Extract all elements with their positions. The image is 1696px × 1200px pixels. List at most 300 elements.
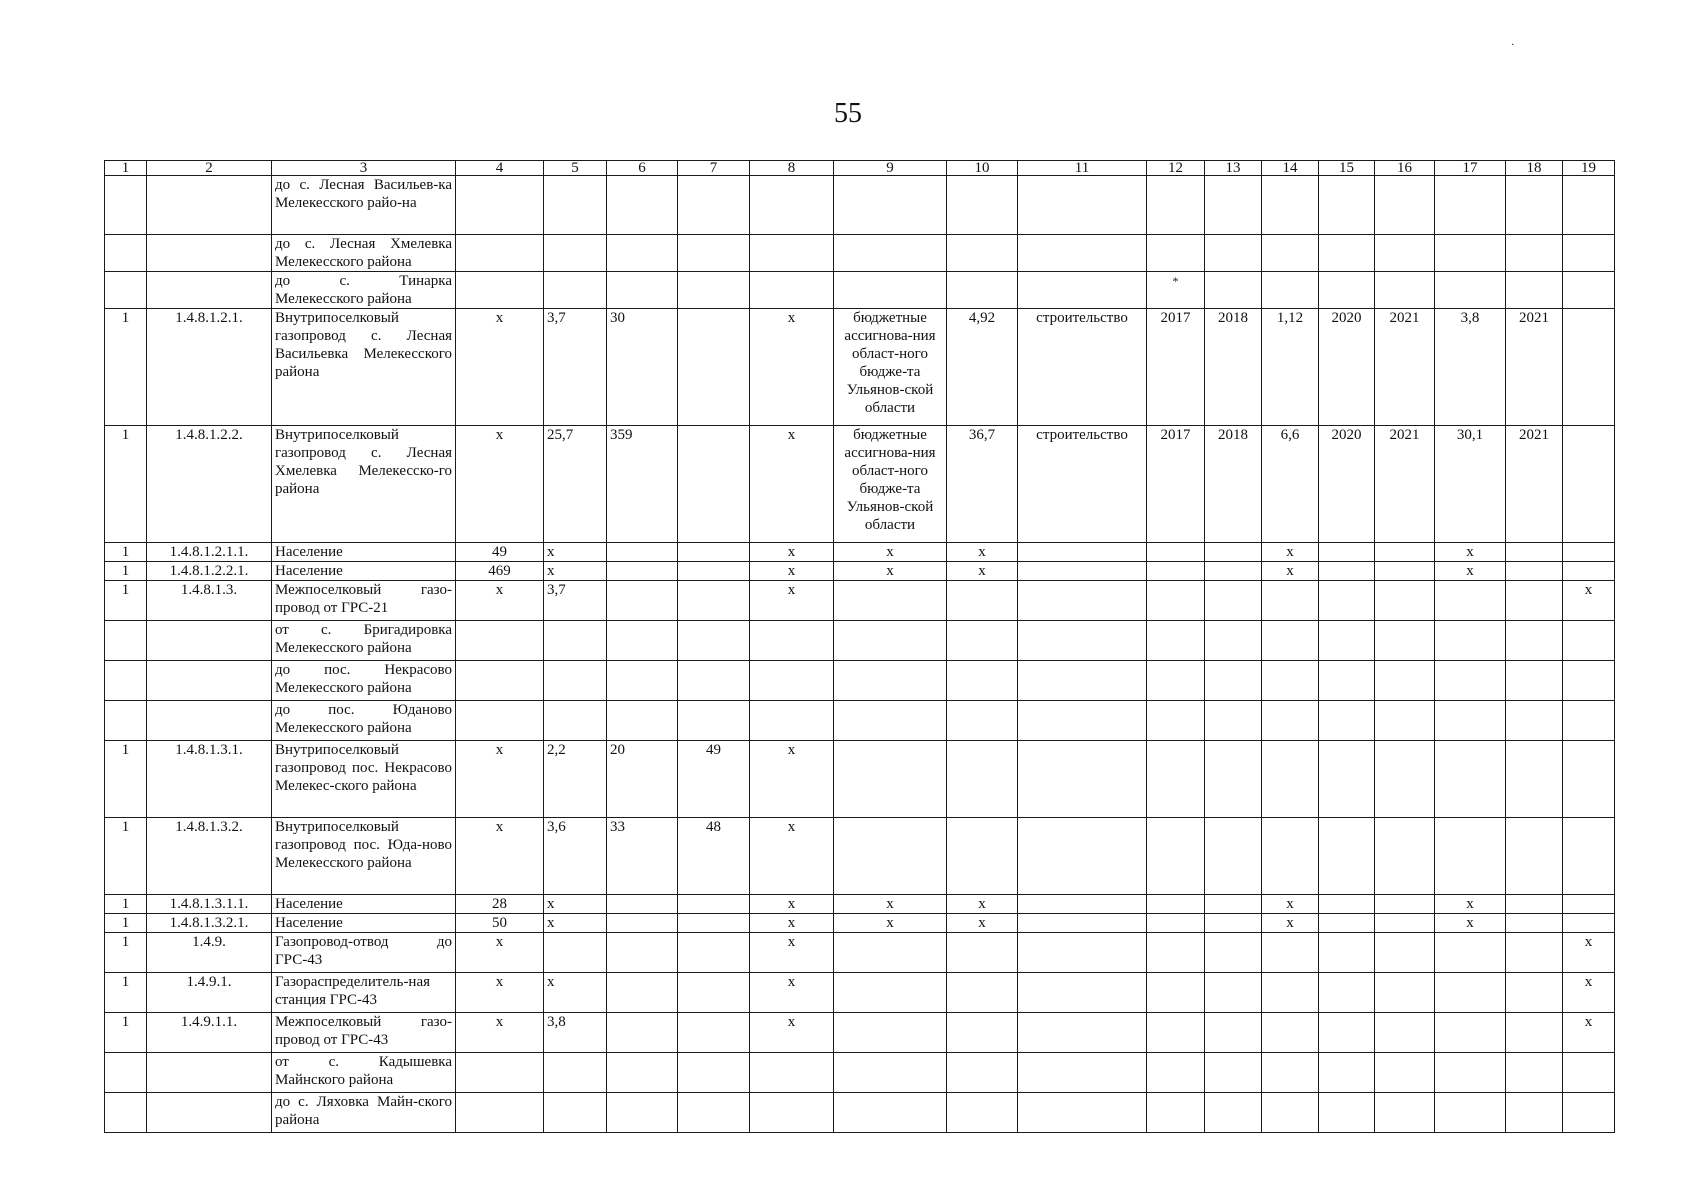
table-cell-col-19 <box>1563 895 1615 914</box>
column-number-cell: 19 <box>1563 161 1615 176</box>
table-cell-col-14 <box>1262 701 1319 741</box>
table-cell-col-16: 2021 <box>1375 426 1435 543</box>
table-cell-col-12 <box>1147 562 1205 581</box>
table-cell-col-4: 469 <box>456 562 544 581</box>
table-row <box>105 818 1615 895</box>
table-cell-col-19 <box>1563 914 1615 933</box>
table-cell-col-19 <box>1563 741 1615 818</box>
table-cell-col-18 <box>1506 1093 1563 1133</box>
table-cell-col-10: 4,92 <box>947 309 1018 426</box>
table-cell-col-1 <box>105 1093 147 1133</box>
table-cell-col-12 <box>1147 235 1205 272</box>
table-cell-col-9 <box>834 581 947 621</box>
table-cell-col-8 <box>750 661 834 701</box>
table-cell-col-9 <box>834 973 947 1013</box>
table-cell-col-18 <box>1506 621 1563 661</box>
table-cell-col-11 <box>1018 272 1147 309</box>
table-cell-col-6 <box>607 581 678 621</box>
table-cell-col-10 <box>947 176 1018 235</box>
table-cell-col-4 <box>456 235 544 272</box>
table-cell-col-13 <box>1205 914 1262 933</box>
table-cell-col-1: 1 <box>105 543 147 562</box>
table-cell-col-15 <box>1319 621 1375 661</box>
table-cell-col-3: Межпоселковый газо-провод от ГРС-43 <box>272 1013 456 1053</box>
table-cell-col-6 <box>607 933 678 973</box>
table-cell-col-16 <box>1375 661 1435 701</box>
table-cell-col-2: 1.4.8.1.3.2. <box>147 818 272 895</box>
table-cell-col-11 <box>1018 562 1147 581</box>
table-cell-col-11 <box>1018 176 1147 235</box>
table-cell-col-9 <box>834 272 947 309</box>
table-cell-col-12 <box>1147 543 1205 562</box>
table-cell-col-4: х <box>456 973 544 1013</box>
table-cell-col-10: х <box>947 895 1018 914</box>
table-cell-col-17 <box>1435 581 1506 621</box>
table-cell-col-5: х <box>544 562 607 581</box>
table-cell-col-17 <box>1435 661 1506 701</box>
table-cell-col-12 <box>1147 661 1205 701</box>
table-cell-col-15 <box>1319 562 1375 581</box>
table-cell-col-7 <box>678 621 750 661</box>
table-cell-col-13 <box>1205 741 1262 818</box>
table-cell-col-4 <box>456 272 544 309</box>
table-cell-col-19: х <box>1563 973 1615 1013</box>
table-cell-col-4: х <box>456 933 544 973</box>
table-cell-col-11 <box>1018 621 1147 661</box>
table-cell-col-14 <box>1262 1053 1319 1093</box>
table-cell-col-8: х <box>750 309 834 426</box>
table-cell-col-4: х <box>456 581 544 621</box>
table-cell-col-9: бюджетные ассигнова-ния област-ного бюдже-та Ульянов-ской области <box>834 426 947 543</box>
table-cell-col-6 <box>607 562 678 581</box>
table-cell-col-8: х <box>750 914 834 933</box>
table-cell-col-4: 28 <box>456 895 544 914</box>
table-cell-col-6 <box>607 701 678 741</box>
table-cell-col-9: х <box>834 914 947 933</box>
table-cell-col-17: 3,8 <box>1435 309 1506 426</box>
table-cell-col-7: 49 <box>678 741 750 818</box>
table-cell-col-3: Население <box>272 543 456 562</box>
table-row <box>105 176 1615 235</box>
table-cell-col-17: х <box>1435 914 1506 933</box>
column-number-cell: 1 <box>105 161 147 176</box>
table-cell-col-11 <box>1018 914 1147 933</box>
table-cell-col-7 <box>678 272 750 309</box>
table-row <box>105 701 1615 741</box>
table-cell-col-7 <box>678 973 750 1013</box>
table-cell-col-13 <box>1205 895 1262 914</box>
table-cell-col-17 <box>1435 933 1506 973</box>
table-cell-col-7 <box>678 914 750 933</box>
table-cell-col-2: 1.4.8.1.2.1.1. <box>147 543 272 562</box>
table-cell-col-10 <box>947 272 1018 309</box>
table-cell-col-13 <box>1205 176 1262 235</box>
table-cell-col-9: х <box>834 562 947 581</box>
table-cell-col-19 <box>1563 701 1615 741</box>
table-cell-col-7 <box>678 176 750 235</box>
table-cell-col-14 <box>1262 933 1319 973</box>
table-cell-col-9 <box>834 701 947 741</box>
table-cell-col-9 <box>834 1053 947 1093</box>
table-cell-col-8: х <box>750 818 834 895</box>
table-cell-col-14: х <box>1262 895 1319 914</box>
table-cell-col-15 <box>1319 176 1375 235</box>
table-cell-col-14 <box>1262 1013 1319 1053</box>
table-cell-col-16 <box>1375 973 1435 1013</box>
table-cell-col-6 <box>607 1053 678 1093</box>
table-cell-col-2: 1.4.8.1.3.1. <box>147 741 272 818</box>
table-cell-col-9 <box>834 235 947 272</box>
table-cell-col-8: х <box>750 933 834 973</box>
column-number-cell: 2 <box>147 161 272 176</box>
column-number-cell: 18 <box>1506 161 1563 176</box>
table-row <box>105 309 1615 426</box>
table-cell-col-10 <box>947 621 1018 661</box>
table-cell-col-8: х <box>750 562 834 581</box>
table-cell-col-13 <box>1205 701 1262 741</box>
table-cell-col-4: х <box>456 309 544 426</box>
table-row <box>105 741 1615 818</box>
table-cell-col-16 <box>1375 581 1435 621</box>
table-cell-col-14: 1,12 <box>1262 309 1319 426</box>
table-cell-col-17: х <box>1435 562 1506 581</box>
table-cell-col-18: 2021 <box>1506 309 1563 426</box>
table-cell-col-13 <box>1205 562 1262 581</box>
table-cell-col-16 <box>1375 176 1435 235</box>
table-cell-col-13 <box>1205 973 1262 1013</box>
table-cell-col-3: Межпоселковый газо-провод от ГРС-21 <box>272 581 456 621</box>
table-cell-col-12 <box>1147 818 1205 895</box>
table-cell-col-5: 25,7 <box>544 426 607 543</box>
column-number-row <box>105 161 1615 176</box>
table-cell-col-8: х <box>750 1013 834 1053</box>
table-row <box>105 235 1615 272</box>
table-cell-col-3: от с. Бригадировка Мелекесского района <box>272 621 456 661</box>
table-row <box>105 895 1615 914</box>
table-cell-col-2 <box>147 176 272 235</box>
table-cell-col-3: Внутрипоселковый газопровод пос. Некрасово Мелекес-ского района <box>272 741 456 818</box>
table-cell-col-3: Газораспределитель-ная станция ГРС-43 <box>272 973 456 1013</box>
table-cell-col-13: 2018 <box>1205 426 1262 543</box>
table-row <box>105 1093 1615 1133</box>
table-cell-col-9 <box>834 1013 947 1053</box>
table-cell-col-3: до с. Лесная Хмелевка Мелекесского района <box>272 235 456 272</box>
table-cell-col-17 <box>1435 1093 1506 1133</box>
register-table-body <box>105 161 1615 1133</box>
table-cell-col-5: 3,8 <box>544 1013 607 1053</box>
table-cell-col-1 <box>105 235 147 272</box>
table-cell-col-12 <box>1147 1053 1205 1093</box>
table-cell-col-12: 2017 <box>1147 426 1205 543</box>
table-cell-col-15 <box>1319 661 1375 701</box>
table-cell-col-5 <box>544 272 607 309</box>
table-cell-col-19 <box>1563 235 1615 272</box>
table-cell-col-9 <box>834 1093 947 1133</box>
table-cell-col-17 <box>1435 621 1506 661</box>
table-cell-col-8: х <box>750 895 834 914</box>
table-cell-col-4: х <box>456 818 544 895</box>
table-cell-col-10 <box>947 1013 1018 1053</box>
table-cell-col-19 <box>1563 562 1615 581</box>
table-cell-col-18: 2021 <box>1506 426 1563 543</box>
table-cell-col-10 <box>947 973 1018 1013</box>
table-cell-col-7 <box>678 933 750 973</box>
table-cell-col-13 <box>1205 621 1262 661</box>
table-cell-col-11: строительство <box>1018 426 1147 543</box>
column-number-cell: 9 <box>834 161 947 176</box>
table-cell-col-9 <box>834 661 947 701</box>
table-cell-col-15 <box>1319 914 1375 933</box>
table-cell-col-12 <box>1147 1013 1205 1053</box>
table-cell-col-19 <box>1563 426 1615 543</box>
table-cell-col-8: х <box>750 973 834 1013</box>
table-cell-col-14: х <box>1262 562 1319 581</box>
table-cell-col-10 <box>947 818 1018 895</box>
table-row <box>105 1013 1615 1053</box>
table-cell-col-12: * <box>1147 272 1205 309</box>
table-cell-col-6 <box>607 1013 678 1053</box>
table-cell-col-16 <box>1375 1013 1435 1053</box>
table-cell-col-14 <box>1262 741 1319 818</box>
table-cell-col-15 <box>1319 1013 1375 1053</box>
table-cell-col-19 <box>1563 661 1615 701</box>
table-cell-col-14 <box>1262 235 1319 272</box>
table-cell-col-9 <box>834 621 947 661</box>
table-cell-col-19: х <box>1563 1013 1615 1053</box>
table-cell-col-7 <box>678 235 750 272</box>
table-cell-col-17 <box>1435 1053 1506 1093</box>
table-cell-col-8 <box>750 235 834 272</box>
table-cell-col-14 <box>1262 581 1319 621</box>
table-cell-col-12 <box>1147 176 1205 235</box>
table-cell-col-17 <box>1435 973 1506 1013</box>
table-cell-col-8 <box>750 701 834 741</box>
table-cell-col-12 <box>1147 581 1205 621</box>
table-cell-col-3: до пос. Некрасово Мелекесского района <box>272 661 456 701</box>
table-cell-col-1: 1 <box>105 818 147 895</box>
table-cell-col-11 <box>1018 741 1147 818</box>
table-cell-col-1 <box>105 272 147 309</box>
table-cell-col-17 <box>1435 235 1506 272</box>
scan-speck: ․ <box>1511 37 1515 48</box>
table-cell-col-9: х <box>834 895 947 914</box>
table-cell-col-15: 2020 <box>1319 309 1375 426</box>
table-cell-col-6 <box>607 973 678 1013</box>
table-cell-col-1: 1 <box>105 426 147 543</box>
table-cell-col-6 <box>607 661 678 701</box>
table-cell-col-2: 1.4.8.1.3.2.1. <box>147 914 272 933</box>
table-cell-col-9: х <box>834 543 947 562</box>
table-cell-col-6 <box>607 176 678 235</box>
table-cell-col-7: 48 <box>678 818 750 895</box>
table-cell-col-4 <box>456 621 544 661</box>
table-cell-col-16 <box>1375 1053 1435 1093</box>
table-cell-col-19: х <box>1563 933 1615 973</box>
table-cell-col-2 <box>147 1093 272 1133</box>
table-cell-col-12: 2017 <box>1147 309 1205 426</box>
table-cell-col-4 <box>456 176 544 235</box>
table-cell-col-4 <box>456 661 544 701</box>
table-cell-col-11 <box>1018 973 1147 1013</box>
table-cell-col-10: х <box>947 543 1018 562</box>
table-cell-col-18 <box>1506 272 1563 309</box>
table-cell-col-18 <box>1506 973 1563 1013</box>
table-cell-col-16 <box>1375 818 1435 895</box>
table-row <box>105 973 1615 1013</box>
column-number-cell: 10 <box>947 161 1018 176</box>
table-cell-col-17 <box>1435 741 1506 818</box>
table-cell-col-2: 1.4.9.1. <box>147 973 272 1013</box>
table-cell-col-9 <box>834 741 947 818</box>
table-cell-col-2: 1.4.8.1.2.2. <box>147 426 272 543</box>
table-cell-col-1: 1 <box>105 914 147 933</box>
table-cell-col-7 <box>678 543 750 562</box>
table-cell-col-14: 6,6 <box>1262 426 1319 543</box>
table-cell-col-4: х <box>456 1013 544 1053</box>
table-cell-col-10: х <box>947 562 1018 581</box>
table-cell-col-5 <box>544 701 607 741</box>
table-cell-col-19 <box>1563 272 1615 309</box>
column-number-cell: 5 <box>544 161 607 176</box>
table-cell-col-17 <box>1435 1013 1506 1053</box>
table-cell-col-13 <box>1205 1093 1262 1133</box>
table-cell-col-1 <box>105 701 147 741</box>
table-cell-col-5 <box>544 235 607 272</box>
table-cell-col-9: бюджетные ассигнова-ния област-ного бюдже-та Ульянов-ской области <box>834 309 947 426</box>
table-cell-col-5 <box>544 621 607 661</box>
table-cell-col-3: Внутрипоселковый газопровод пос. Юда-ново Мелекесского района <box>272 818 456 895</box>
table-cell-col-15 <box>1319 272 1375 309</box>
table-cell-col-6 <box>607 543 678 562</box>
table-cell-col-18 <box>1506 933 1563 973</box>
table-cell-col-19 <box>1563 176 1615 235</box>
table-cell-col-1: 1 <box>105 1013 147 1053</box>
table-row <box>105 914 1615 933</box>
table-cell-col-16 <box>1375 562 1435 581</box>
table-cell-col-10 <box>947 581 1018 621</box>
table-cell-col-1 <box>105 176 147 235</box>
table-cell-col-18 <box>1506 235 1563 272</box>
column-number-cell: 17 <box>1435 161 1506 176</box>
table-cell-col-8 <box>750 176 834 235</box>
table-cell-col-19: х <box>1563 581 1615 621</box>
table-row <box>105 543 1615 562</box>
table-cell-col-5: х <box>544 543 607 562</box>
table-cell-col-9 <box>834 818 947 895</box>
table-cell-col-6 <box>607 914 678 933</box>
column-number-cell: 15 <box>1319 161 1375 176</box>
table-cell-col-3: Население <box>272 562 456 581</box>
table-cell-col-2: 1.4.8.1.2.2.1. <box>147 562 272 581</box>
table-cell-col-19 <box>1563 621 1615 661</box>
table-cell-col-11 <box>1018 895 1147 914</box>
table-cell-col-14 <box>1262 818 1319 895</box>
table-cell-col-13 <box>1205 661 1262 701</box>
table-cell-col-8: х <box>750 426 834 543</box>
table-cell-col-5: 3,7 <box>544 309 607 426</box>
table-cell-col-1: 1 <box>105 895 147 914</box>
table-cell-col-11 <box>1018 1093 1147 1133</box>
table-cell-col-14 <box>1262 621 1319 661</box>
table-cell-col-14: х <box>1262 543 1319 562</box>
table-cell-col-8 <box>750 621 834 661</box>
table-cell-col-2 <box>147 272 272 309</box>
register-table <box>104 160 1615 1133</box>
table-cell-col-1 <box>105 1053 147 1093</box>
table-cell-col-9 <box>834 933 947 973</box>
table-cell-col-7 <box>678 562 750 581</box>
table-cell-col-18 <box>1506 562 1563 581</box>
column-number-cell: 12 <box>1147 161 1205 176</box>
table-cell-col-16 <box>1375 272 1435 309</box>
table-cell-col-17: 30,1 <box>1435 426 1506 543</box>
table-cell-col-2: 1.4.8.1.3.1.1. <box>147 895 272 914</box>
table-cell-col-7 <box>678 309 750 426</box>
table-cell-col-15 <box>1319 235 1375 272</box>
table-cell-col-18 <box>1506 701 1563 741</box>
table-cell-col-17 <box>1435 272 1506 309</box>
table-cell-col-7 <box>678 581 750 621</box>
table-cell-col-1: 1 <box>105 973 147 1013</box>
table-cell-col-3: Внутрипоселковый газопровод с. Лесная Васильевка Мелекесского района <box>272 309 456 426</box>
column-number-cell: 13 <box>1205 161 1262 176</box>
table-cell-col-12 <box>1147 973 1205 1013</box>
table-cell-col-2: 1.4.9. <box>147 933 272 973</box>
table-cell-col-12 <box>1147 933 1205 973</box>
table-cell-col-6: 20 <box>607 741 678 818</box>
table-cell-col-6 <box>607 895 678 914</box>
table-cell-col-7 <box>678 661 750 701</box>
table-cell-col-11 <box>1018 235 1147 272</box>
table-cell-col-10 <box>947 1093 1018 1133</box>
table-cell-col-17 <box>1435 818 1506 895</box>
table-cell-col-16 <box>1375 895 1435 914</box>
table-cell-col-3: Газопровод-отвод до ГРС-43 <box>272 933 456 973</box>
table-cell-col-8 <box>750 1053 834 1093</box>
table-cell-col-10 <box>947 235 1018 272</box>
table-cell-col-16 <box>1375 543 1435 562</box>
table-cell-col-12 <box>1147 914 1205 933</box>
table-cell-col-6 <box>607 1093 678 1133</box>
table-cell-col-10 <box>947 1053 1018 1093</box>
table-cell-col-13 <box>1205 272 1262 309</box>
table-cell-col-10 <box>947 741 1018 818</box>
table-cell-col-17: х <box>1435 543 1506 562</box>
table-cell-col-19 <box>1563 543 1615 562</box>
table-cell-col-1: 1 <box>105 933 147 973</box>
table-cell-col-8 <box>750 272 834 309</box>
table-cell-col-13 <box>1205 1013 1262 1053</box>
table-cell-col-11 <box>1018 661 1147 701</box>
table-cell-col-8 <box>750 1093 834 1133</box>
table-cell-col-6: 30 <box>607 309 678 426</box>
table-cell-col-11: строительство <box>1018 309 1147 426</box>
table-cell-col-12 <box>1147 621 1205 661</box>
page-number: 55 <box>834 98 862 129</box>
table-cell-col-15 <box>1319 1053 1375 1093</box>
table-cell-col-4 <box>456 701 544 741</box>
table-cell-col-15 <box>1319 895 1375 914</box>
column-number-cell: 14 <box>1262 161 1319 176</box>
table-cell-col-7 <box>678 1093 750 1133</box>
table-cell-col-17: х <box>1435 895 1506 914</box>
table-cell-col-19 <box>1563 818 1615 895</box>
table-cell-col-5 <box>544 933 607 973</box>
table-cell-col-11 <box>1018 818 1147 895</box>
column-number-cell: 3 <box>272 161 456 176</box>
table-cell-col-5 <box>544 176 607 235</box>
table-cell-col-10: 36,7 <box>947 426 1018 543</box>
